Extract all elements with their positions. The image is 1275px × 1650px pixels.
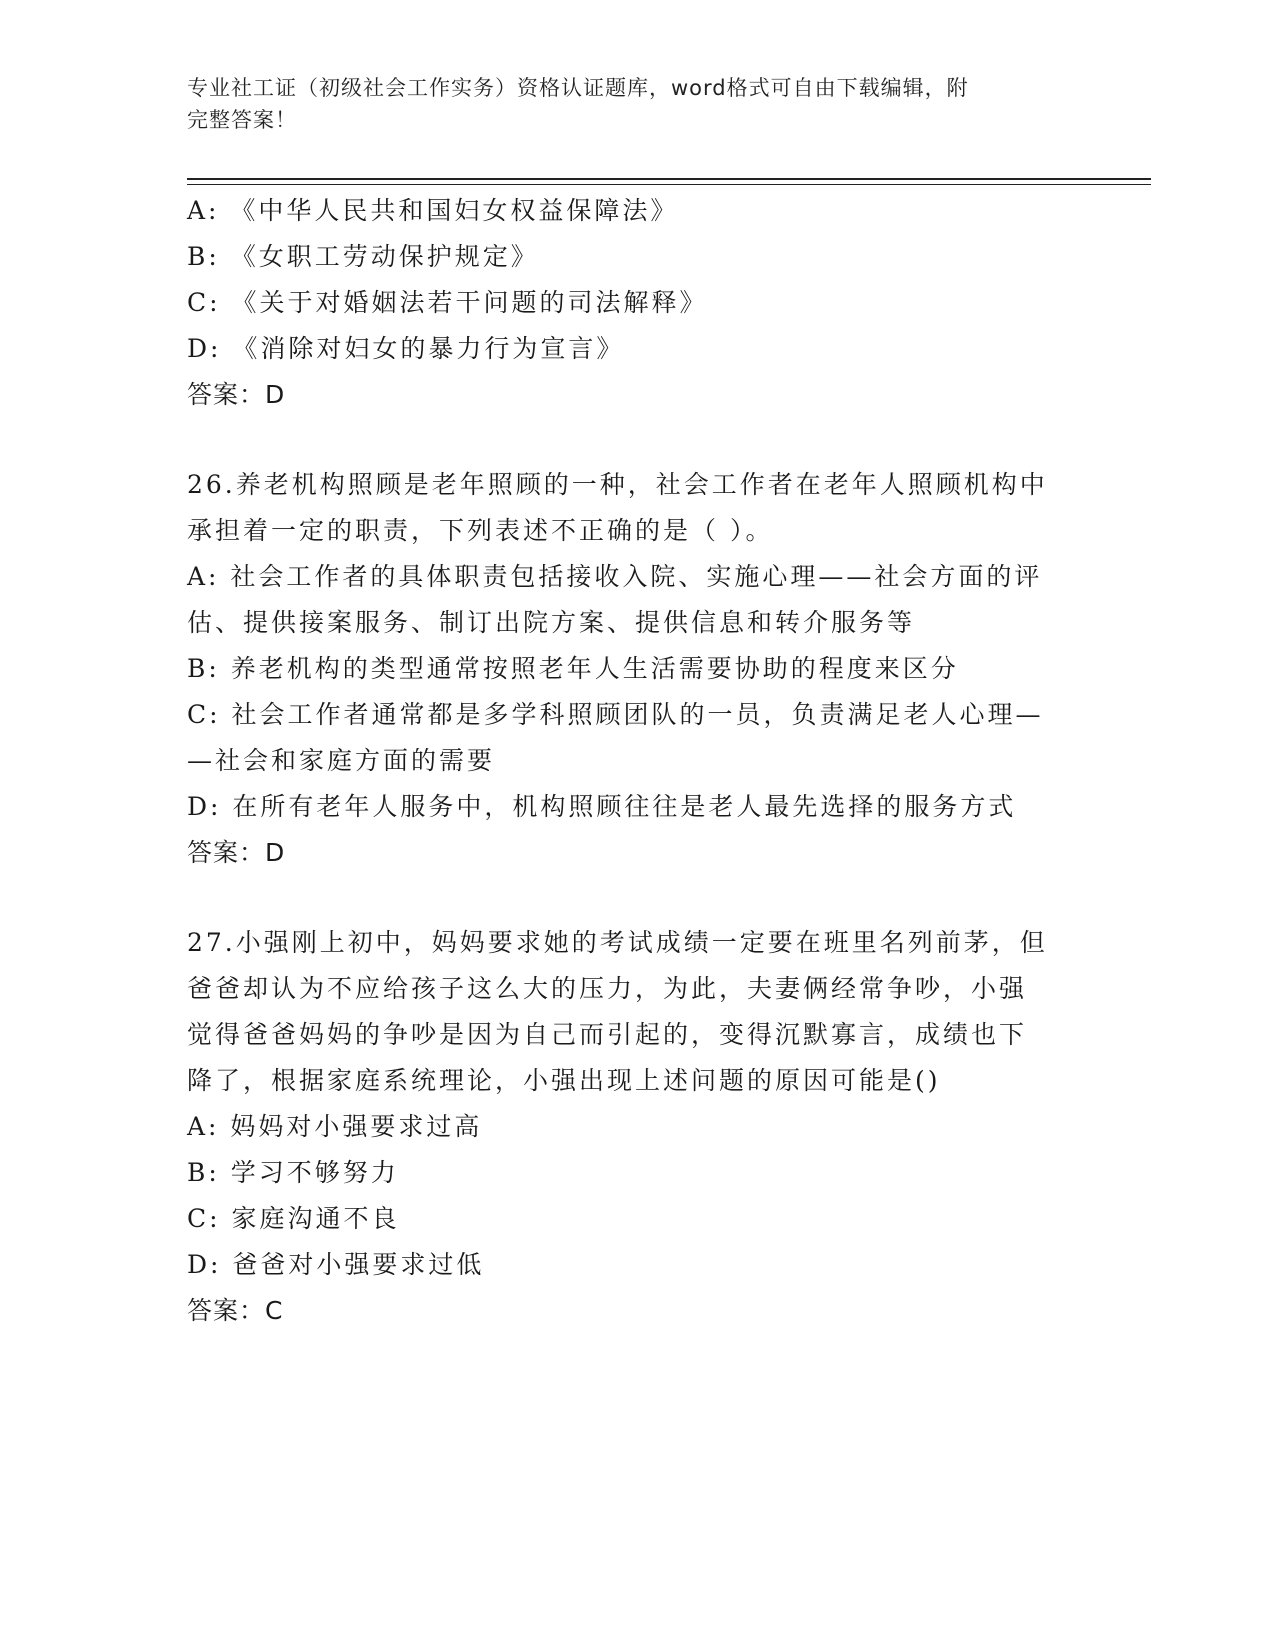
answer-line: 答案：D [187,380,286,409]
option-d: D: 《消除对妇女的暴力行为宣言》 [187,334,625,363]
document-header [187,72,1067,136]
question-spacer [187,876,1087,920]
option-d: D: 在所有老年人服务中，机构照顾往往是老人最先选择的服务方式 [187,792,1017,821]
question-27 [187,920,1087,1334]
option-a: A: 妈妈对小强要求过高 [187,1112,483,1141]
option-b: B: 养老机构的类型通常按照老年人生活需要协助的程度来区分 [187,654,959,683]
question-26 [187,462,1087,876]
question-stem-line: 觉得爸爸妈妈的争吵是因为自己而引起的，变得沉默寡言，成绩也下 [187,1020,1028,1049]
question-stem-line: 爸爸却认为不应给孩子这么大的压力，为此，夫妻俩经常争吵，小强 [187,974,1028,1003]
header-line-2: 完整答案！ [187,108,297,132]
option-c: C: 《关于对婚姻法若干问题的司法解释》 [187,288,708,317]
answer-line: 答案：C [187,1296,284,1325]
answer-line: 答案：D [187,838,286,867]
question-spacer [187,418,1087,462]
option-b: B: 《女职工劳动保护规定》 [187,242,539,271]
question-stem-line: 26.养老机构照顾是老年照顾的一种，社会工作者在老年人照顾机构中 [187,470,1048,499]
header-line-1: 专业社工证（初级社会工作实务）资格认证题库，word格式可自由下载编辑，附 [187,76,969,100]
option-d: D: 爸爸对小强要求过低 [187,1250,485,1279]
option-c: C: 社会工作者通常都是多学科照顾团队的一员，负责满足老人心理— [187,700,1044,729]
option-b: B: 学习不够努力 [187,1158,399,1187]
question-stem-line: 承担着一定的职责，下列表述不正确的是（ ）。 [187,516,774,545]
option-c: C: 家庭沟通不良 [187,1204,400,1233]
question-25 [187,188,1087,418]
option-c-continued: —社会和家庭方面的需要 [187,746,496,775]
question-stem-line: 降了，根据家庭系统理论，小强出现上述问题的原因可能是() [187,1066,941,1095]
question-content [187,188,1087,1334]
header-divider-thick [187,178,1151,180]
question-stem-line: 27.小强刚上初中，妈妈要求她的考试成绩一定要在班里名列前茅，但 [187,928,1048,957]
option-a: A: 社会工作者的具体职责包括接收入院、实施心理——社会方面的评 [187,562,1043,591]
option-a-continued: 估、提供接案服务、制订出院方案、提供信息和转介服务等 [187,608,916,637]
option-a: A: 《中华人民共和国妇女权益保障法》 [187,196,679,225]
header-divider-thin [187,184,1151,185]
